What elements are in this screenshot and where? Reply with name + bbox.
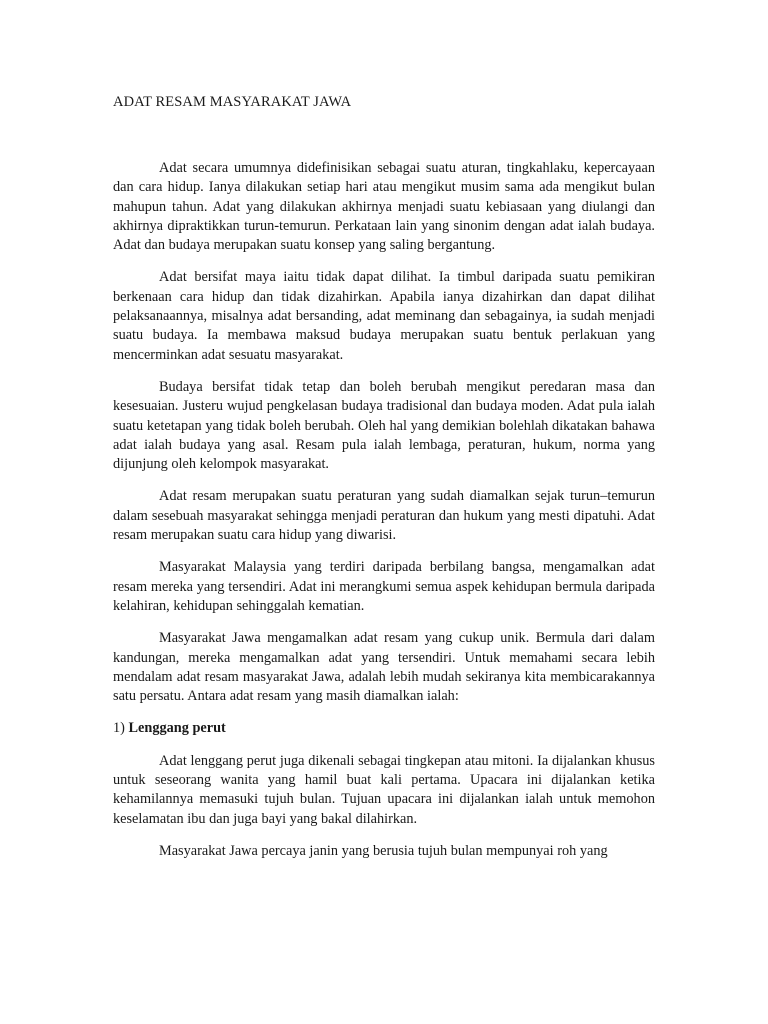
paragraph-masyarakat-malaysia: Masyarakat Malaysia yang terdiri daripada berbilang bangsa, mengamalkan adat resam mereka yang tersendiri. Adat ini merangkumi semua aspek kehidupan bermula daripada kelahiran, kehidupan sehinggalah kematian. xyxy=(113,559,655,614)
paragraph-adat-definition: Adat secara umumnya didefinisikan sebagai suatu aturan, tingkahlaku, kepercayaan dan cara hidup. Ianya dilakukan setiap hari atau mengikut musim sama ada mengikut bulan mahupun tahun. Adat yang dilakukan akhirnya menjadi suatu kebiasaan yang diulangi dan akhirnya dipraktikkan turun-temurun. Perkataan lain yang sinonim dengan adat ialah budaya. Adat dan budaya merupakan suatu konsep yang saling bergantung. xyxy=(113,160,655,254)
paragraph-adat-maya: Adat bersifat maya iaitu tidak dapat dilihat. Ia timbul daripada suatu pemikiran berkenaan cara hidup dan tidak dizahirkan. Apabila ianya dizahirkan dan dapat dilihat pelaksanaannya, misalnya adat bersanding, adat meminang dan sebagainya, ia sudah menjadi suatu budaya. Ia membawa maksud budaya merupakan suatu bentuk perlakuan yang mencerminkan adat sesuatu masyarakat. xyxy=(113,269,655,363)
paragraph-budaya: Budaya bersifat tidak tetap dan boleh berubah mengikut peredaran masa dan kesesuaian. Justeru wujud pengkelasan budaya tradisional dan budaya moden. Adat pula ialah suatu ketetapan yang tidak boleh berubah. Oleh hal yang demikian bolehlah dikatakan bahawa adat ialah budaya yang asal. Resam pula ialah lembaga, peraturan, hukum, norma yang dijunjung oleh kelompok masyarakat. xyxy=(113,378,655,473)
paragraph-lenggang-perut: Adat lenggang perut juga dikenali sebagai tingkepan atau mitoni. Ia dijalankan khusus untuk seseorang wanita yang hamil buat kali pertama. Upacara ini dijalankan ketika kehamilannya memasuki tujuh bulan. Tujuan upacara ini dijalankan ialah untuk memohon keselamatan ibu dan juga bayi yang bakal dilahirkan. xyxy=(113,752,655,827)
section-number: 1) xyxy=(113,720,125,737)
document-title: ADAT RESAM MASYARAKAT JAWA xyxy=(113,94,352,110)
paragraph-masyarakat-jawa: Masyarakat Jawa mengamalkan adat resam yang cukup unik. Bermula dari dalam kandungan, mereka mengamalkan adat yang tersendiri. Untuk memahami secara lebih mendalam adat resam masyarakat Jawa, adalah lebih mudah sekiranya kita membicarakannya satu persatu. Antara adat resam yang masih diamalkan ialah: xyxy=(113,630,655,705)
section-title: Lenggang perut xyxy=(128,720,226,737)
document-body xyxy=(113,159,655,874)
paragraph-janin: Masyarakat Jawa percaya janin yang berusia tujuh bulan mempunyai roh yang xyxy=(159,842,608,859)
paragraph-adat-resam: Adat resam merupakan suatu peraturan yang sudah diamalkan sejak turun–temurun dalam sesebuah masyarakat sehingga menjadi peraturan dan hukum yang mesti dipatuhi. Adat resam merupakan suatu cara hidup yang diwarisi. xyxy=(113,488,655,544)
section-heading xyxy=(113,719,655,738)
